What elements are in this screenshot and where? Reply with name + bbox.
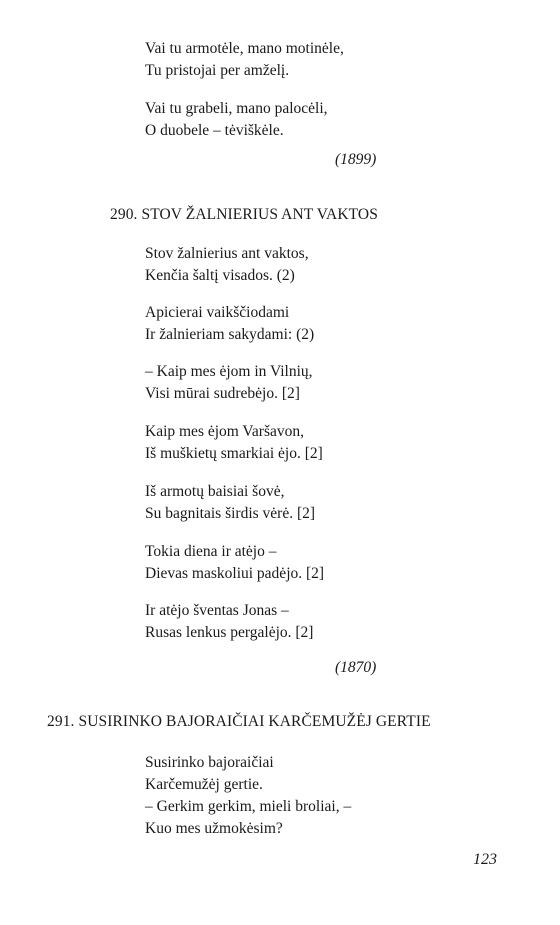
- verse-line: Kaip mes ėjom Varšavon,: [145, 423, 304, 440]
- poem-290-stanza-4: [145, 421, 323, 465]
- verse-line: Vai tu armotėle, mano motinėle,: [145, 40, 344, 57]
- verse-line: Iš armotų baisiai šovė,: [145, 483, 285, 500]
- verse-line: Tu pristojai per amželį.: [145, 62, 290, 79]
- verse-line: Tokia diena ir atėjo –: [145, 543, 277, 560]
- verse-line: – Gerkim gerkim, mieli broliai, –: [145, 798, 352, 815]
- verse-line: Kuo mes užmokėsim?: [145, 820, 283, 837]
- poem-290-stanza-1: [145, 243, 309, 287]
- poem-290-stanza-7: [145, 600, 313, 644]
- verse-line: Iš muškietų smarkiai ėjo. [2]: [145, 445, 323, 462]
- poem-290-date: (1870): [335, 659, 377, 676]
- poem-290-stanza-3: [145, 361, 313, 405]
- verse-line: Susirinko bajoraičiai: [145, 754, 274, 771]
- verse-line: Su bagnitais širdis vėrė. [2]: [145, 505, 316, 522]
- verse-line: Apicierai vaikščiodami: [145, 304, 290, 321]
- poem-291-title: 291. SUSIRINKO BAJORAIČIAI KARČEMUŽĖJ GERTIE: [47, 713, 431, 730]
- poem-289-stanza-2: [145, 98, 328, 142]
- page-number: 123: [473, 851, 497, 868]
- poem-290-stanza-5: [145, 481, 315, 525]
- poem-291-stanza-1: [145, 752, 351, 840]
- poem-290-stanza-2: [145, 302, 314, 346]
- verse-line: Karčemužėj gertie.: [145, 776, 263, 793]
- poem-290-stanza-6: [145, 541, 324, 585]
- poem-290-title: 290. STOV ŽALNIERIUS ANT VAKTOS: [110, 206, 378, 223]
- poem-289-date: (1899): [335, 151, 377, 168]
- verse-line: Dievas maskoliui padėjo. [2]: [145, 565, 325, 582]
- verse-line: Stov žalnierius ant vaktos,: [145, 245, 309, 262]
- verse-line: Rusas lenkus pergalėjo. [2]: [145, 624, 314, 641]
- verse-line: O duobele – tėviškėle.: [145, 122, 284, 139]
- verse-line: Kenčia šaltį visados. (2): [145, 267, 295, 284]
- verse-line: – Kaip mes ėjom in Vilnių,: [145, 363, 313, 380]
- poem-289-stanza-1: [145, 38, 344, 82]
- verse-line: Ir atėjo šventas Jonas –: [145, 602, 289, 619]
- verse-line: Visi mūrai sudrebėjo. [2]: [145, 385, 300, 402]
- verse-line: Vai tu grabeli, mano palocėli,: [145, 100, 328, 117]
- verse-line: Ir žalnieriam sakydami: (2): [145, 326, 315, 343]
